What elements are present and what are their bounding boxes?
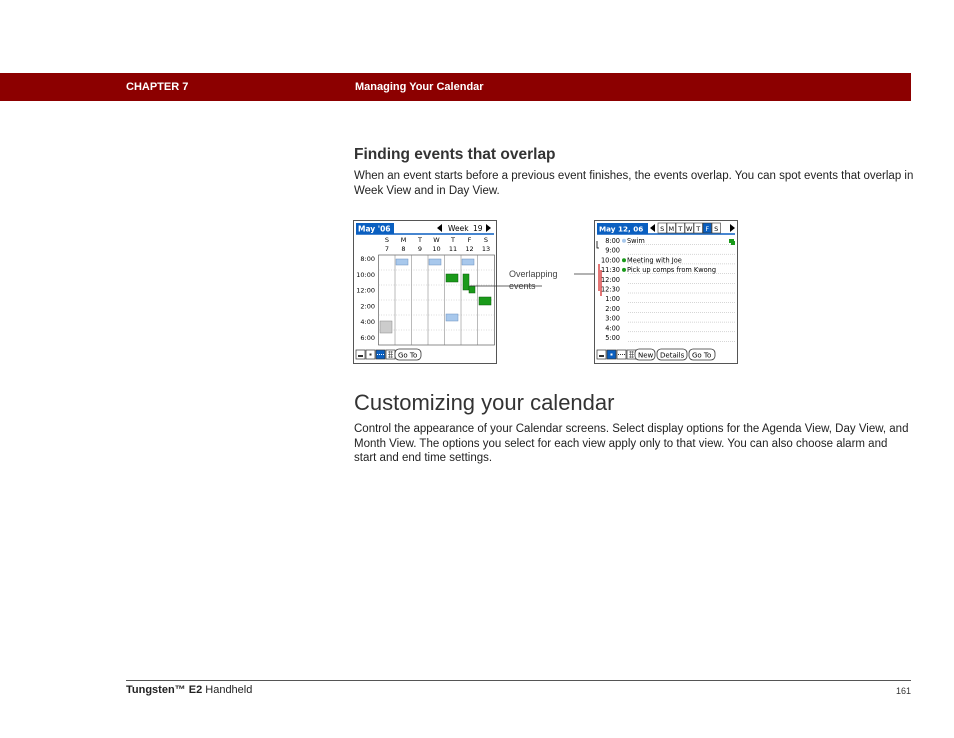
day-selector-letter: W [686,225,693,233]
day-time-label[interactable]: 12:30 [600,285,620,294]
chapter-label: CHAPTER 7 [126,81,189,93]
day-time-label[interactable]: 1:00 [605,295,620,304]
day-time-label[interactable]: 5:00 [605,334,620,342]
week-day-date[interactable]: 10 [432,245,441,253]
day-selector-letter: S [660,225,665,233]
week-day-date[interactable]: 11 [448,245,458,253]
month-label: May '06 [358,224,391,234]
details-button-label: Details [660,351,685,360]
day-toolbar [597,349,715,360]
week-day-date[interactable]: 8 [401,245,406,253]
callout-line-2: events [509,281,536,291]
time-label: 2:00 [360,302,375,311]
day-time-label[interactable]: 12:00 [600,275,620,284]
section-paragraph: When an event starts before a previous event finishes, the events overlap. You can spot events that overlap in Week View and in Day View. [354,170,914,197]
new-button-label: New [638,351,654,360]
day-selector-letter: T [678,225,683,233]
date-title: May 12, 06 [599,224,644,234]
day-view-screenshot [594,220,738,364]
goto-button-label: Go To [398,351,418,360]
week-day-date[interactable]: 12 [465,245,474,253]
time-label: 8:00 [360,255,375,263]
week-day-date[interactable]: 13 [481,245,491,253]
day-time-label[interactable]: 9:00 [605,246,620,255]
customize-paragraph: Control the appearance of your Calendar screens. Select display options for the Agenda View, Day View, and Month View. The options you select for each view apply only to that view. You can also choose alarm and start and end time settings. [354,423,909,464]
day-selector-letter: F [705,225,710,233]
footer-product-suffix: Handheld [202,684,253,696]
week-day-date[interactable]: 7 [384,245,390,253]
section-heading: Finding events that overlap [354,146,556,163]
week-number: 19 [473,224,483,233]
day-selector-letter: T [696,225,701,233]
day-time-label[interactable]: 10:00 [600,256,620,265]
day-event-title[interactable]: Pick up comps from Kwong [627,266,717,275]
week-label: Week [448,224,469,233]
day-event-title[interactable]: Swim [627,237,645,245]
footer-rule [126,680,911,681]
day-time-label[interactable]: 4:00 [605,324,620,333]
week-day-letter: T [418,236,422,244]
week-day-letter: S [483,236,489,244]
day-time-label[interactable]: 3:00 [605,314,620,323]
time-label: 12:00 [356,286,375,295]
prev-day-icon[interactable] [650,224,655,232]
week-day-letter: T [451,236,455,244]
customize-heading: Customizing your calendar [354,390,615,415]
goto-button-label: Go To [692,351,712,360]
day-event-title[interactable]: Meeting with Joe [627,256,682,265]
week-day-letter: S [384,236,390,244]
day-time-label[interactable]: 11:30 [600,266,620,275]
week-day-letter: M [400,236,407,244]
day-view-icon[interactable] [597,350,606,359]
week-day-letter: W [433,236,440,244]
time-label: 6:00 [360,334,375,342]
time-label: 10:00 [356,270,375,279]
week-day-date[interactable]: 9 [417,245,423,253]
page-number: 161 [895,686,911,696]
next-day-icon[interactable] [730,224,735,232]
time-label: 4:00 [360,318,375,327]
footer-product-name: Tungsten™ E2 [126,684,203,696]
callout-line-1: Overlapping [509,269,558,279]
event-dot [622,239,626,243]
footer-product [126,684,252,696]
day-time-label[interactable]: 2:00 [605,304,620,313]
day-time-label[interactable]: 8:00 [605,237,620,245]
day-selector-letter: S [714,225,719,233]
chapter-title: Managing Your Calendar [355,81,484,93]
week-day-letter: F [467,236,472,244]
event-dot [622,268,626,272]
day-selector-letter: M [668,225,675,233]
event-dot [622,258,626,262]
